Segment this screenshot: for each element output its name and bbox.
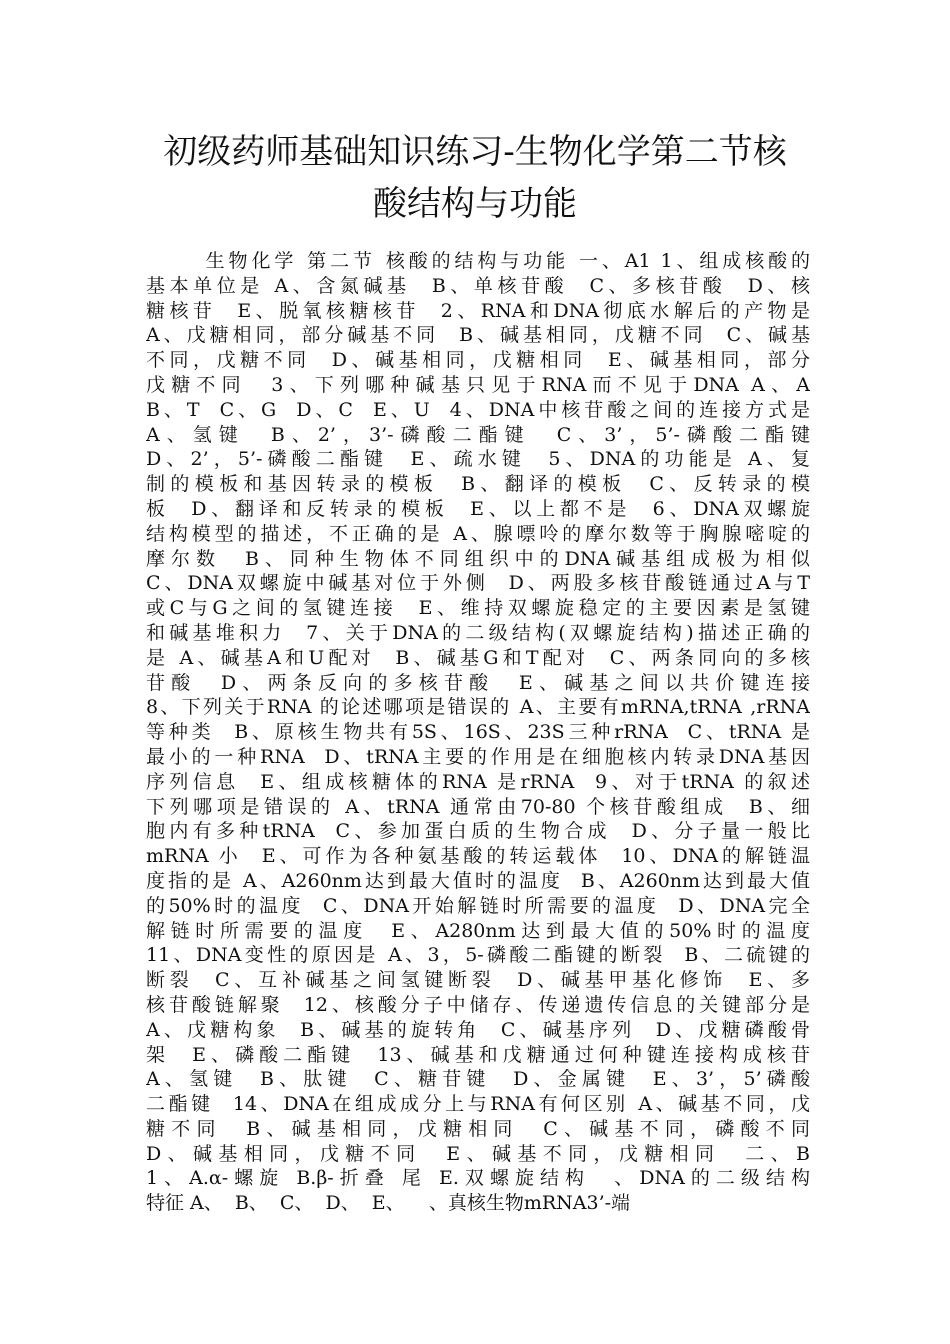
body-line: 架 E、磷酸二酯键 13、碱基和戊糖通过何种键连接构成核苷 xyxy=(146,1043,810,1066)
body-line: A、氢键 B、2’，3’-磷酸二酯键 C、3’，5’-磷酸二酯键 xyxy=(146,423,810,446)
body-line: 制的模板和基因转录的模板 B、翻译的模板 C、反转录的模 xyxy=(146,473,810,496)
body-line: 板 D、翻译和反转录的模板 E、以上都不是 6、DNA双螺旋 xyxy=(146,497,810,520)
body-line: 不同，戊糖不同 D、碱基相同，戊糖相同 E、碱基相同，部分 xyxy=(146,349,810,372)
body-line: 下列哪项是错误的 A、tRNA 通常由70-80 个核苷酸组成 B、细 xyxy=(146,795,810,818)
body-line: 的50%时的温度 C、DNA开始解链时所需要的温度 D、DNA完全 xyxy=(146,894,810,917)
body-line: 苷酸 D、两条反向的多核苷酸 E、碱基之间以共价键连接 xyxy=(146,671,810,694)
body-line: 胞内有多种tRNA C、参加蛋白质的生物合成 D、分子量一般比 xyxy=(146,820,810,843)
body-line: 8、下列关于RNA 的论述哪项是错误的 A、主要有mRNA,tRNA ,rRNA xyxy=(146,696,810,719)
body-line: 度指的是 A、A260nm达到最大值时的温度 B、A260nm达到最大值 xyxy=(146,869,810,892)
body-line: B、T C、G D、C E、U 4、DNA中核苷酸之间的连接方式是 xyxy=(146,398,810,421)
body-line: 1、A.α-螺旋 B.β-折叠 尾 E.双螺旋结构 、DNA的二级结构 xyxy=(146,1167,810,1190)
body-line: 生物化学 第二节 核酸的结构与功能 一、A1 1、组成核酸的 xyxy=(146,250,810,272)
body-line: A、氢键 B、肽键 C、糖苷键 D、金属键 E、3’，5’磷酸 xyxy=(146,1068,810,1091)
body-line: 核苷酸链解聚 12、核酸分子中储存、传递遗传信息的关键部分是 xyxy=(146,993,810,1016)
body-line: 11、DNA变性的原因是 A、3，5-磷酸二酯键的断裂 B、二硫键的 xyxy=(146,944,810,967)
body-line: 戊糖不同 3、下列哪种碱基只见于RNA而不见于DNA A、A xyxy=(146,373,810,396)
body-line: A、戊糖构象 B、碱基的旋转角 C、碱基序列 D、戊糖磷酸骨 xyxy=(146,1018,810,1041)
body-line: 等种类 B、原核生物共有5S、16S、23S三种rRNA C、tRNA 是 xyxy=(146,721,810,744)
body-line: 二酯键 14、DNA在组成成分上与RNA有何区别 A、碱基不同，戊 xyxy=(146,1093,810,1116)
body-line: A、戊糖相同，部分碱基不同 B、碱基相同，戊糖不同 C、碱基 xyxy=(146,324,810,347)
body-line: 基本单位是 A、含氮碱基 B、单核苷酸 C、多核苷酸 D、核 xyxy=(146,274,810,297)
body-line: C、DNA双螺旋中碱基对位于外侧 D、两股多核苷酸链通过A与T xyxy=(146,572,810,595)
body-line: 最小的一种RNA D、tRNA主要的作用是在细胞核内转录DNA基因 xyxy=(146,745,810,768)
body-line: 序列信息 E、组成核糖体的RNA 是rRNA 9、对于tRNA 的叙述 xyxy=(146,770,810,793)
body-line: 结构模型的描述，不正确的是 A、腺嘌呤的摩尔数等于胸腺嘧啶的 xyxy=(146,522,810,545)
body-line: 解链时所需要的温度 E、A280nm达到最大值的50%时的温度 xyxy=(146,919,810,942)
document-body xyxy=(146,249,810,1216)
body-line: D、2’，5’-磷酸二酯键 E、疏水键 5、DNA的功能是 A、复 xyxy=(146,448,810,471)
title-line-1: 初级药师基础知识练习-生物化学第二节核 xyxy=(163,132,787,172)
document-title xyxy=(120,126,830,230)
body-line: 特征 A、 B、 C、 D、 E、 、真核生物mRNA3’-端 xyxy=(146,1192,631,1215)
body-line: 或C与G之间的氢键连接 E、维持双螺旋稳定的主要因素是氢键 xyxy=(146,597,810,620)
body-line: 和碱基堆积力 7、关于DNA的二级结构(双螺旋结构)描述正确的 xyxy=(146,621,810,644)
body-line: 是 A、碱基A和U配对 B、碱基G和T配对 C、两条同向的多核 xyxy=(146,646,810,669)
body-line: 糖不同 B、碱基相同，戊糖相同 C、碱基不同，磷酸不同 xyxy=(146,1117,810,1140)
body-line: mRNA 小 E、可作为各种氨基酸的转运载体 10、DNA的解链温 xyxy=(146,845,810,868)
body-line: 摩尔数 B、同种生物体不同组织中的DNA碱基组成极为相似 xyxy=(146,547,810,570)
body-line: 断裂 C、互补碱基之间氢键断裂 D、碱基甲基化修饰 E、多 xyxy=(146,969,810,992)
body-line: 糖核苷 E、脱氧核糖核苷 2、RNA和DNA彻底水解后的产物是 xyxy=(146,299,810,322)
body-line: D、碱基相同，戊糖不同 E、碱基不同，戊糖相同 二、B xyxy=(146,1142,810,1165)
title-line-2: 酸结构与功能 xyxy=(373,184,577,224)
